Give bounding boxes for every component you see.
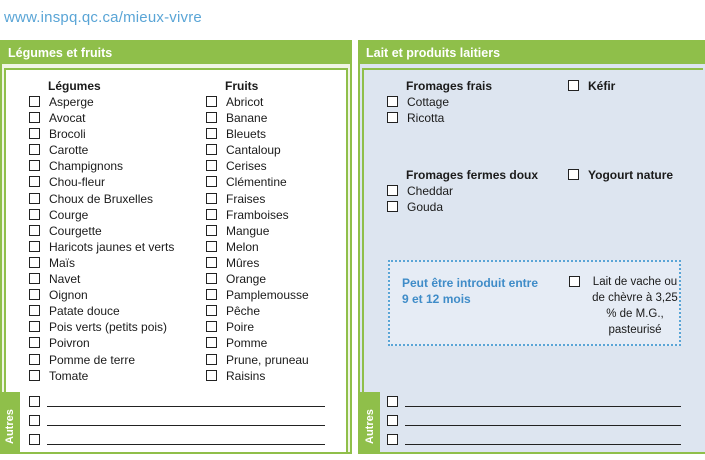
checkbox[interactable] xyxy=(29,396,40,407)
item-label: Navet xyxy=(49,272,81,287)
fresh-cheese-heading: Fromages frais xyxy=(406,79,493,93)
checkbox[interactable] xyxy=(206,354,217,365)
checklist-item[interactable] xyxy=(29,255,174,271)
checklist-item[interactable] xyxy=(29,110,174,126)
checklist-item[interactable] xyxy=(206,110,309,126)
blank-line-row[interactable] xyxy=(387,395,683,409)
milk-item-label: Lait de vache ou de chèvre à 3,25 % de M.G., pasteurisé xyxy=(592,276,678,336)
vegetables-column xyxy=(29,78,174,384)
blank-line-row[interactable] xyxy=(29,395,325,409)
checkbox[interactable] xyxy=(29,289,40,300)
checklist-item[interactable] xyxy=(29,271,174,287)
checkbox[interactable] xyxy=(29,128,40,139)
item-label: Maïs xyxy=(49,255,76,270)
item-label: Banane xyxy=(226,111,268,126)
checklist-item[interactable] xyxy=(387,94,492,110)
checklist-item[interactable] xyxy=(29,303,174,319)
item-label: Courgette xyxy=(49,223,102,238)
item-label: Cantaloup xyxy=(226,143,281,158)
checkbox[interactable] xyxy=(387,96,398,107)
checklist-item[interactable] xyxy=(29,335,174,351)
checkbox[interactable] xyxy=(206,176,217,187)
checkbox[interactable] xyxy=(29,160,40,171)
item-label: Patate douce xyxy=(49,304,120,319)
autres-label: Autres xyxy=(364,409,376,444)
item-label: Bleuets xyxy=(226,127,267,142)
checklist-item[interactable] xyxy=(206,94,309,110)
item-label: Poivron xyxy=(49,336,90,351)
checkbox[interactable] xyxy=(206,193,217,204)
checkbox[interactable] xyxy=(387,434,398,445)
checklist-item[interactable] xyxy=(206,223,309,239)
panel-title: Lait et produits laitiers xyxy=(360,42,705,64)
age-note-text: Peut être introduit entre 9 et 12 mois xyxy=(402,276,539,306)
kefir-item[interactable] xyxy=(568,78,615,94)
vegetables-heading: Légumes xyxy=(48,79,101,93)
checkbox[interactable] xyxy=(29,370,40,381)
checkbox[interactable] xyxy=(29,337,40,348)
blank-line-row[interactable] xyxy=(387,414,683,428)
checkbox[interactable] xyxy=(206,112,217,123)
checkbox[interactable] xyxy=(206,160,217,171)
checklist-item[interactable] xyxy=(29,191,174,207)
checkbox[interactable] xyxy=(387,112,398,123)
blank-line-row[interactable] xyxy=(29,414,325,428)
item-label: Framboises xyxy=(226,207,289,222)
checkbox[interactable] xyxy=(206,289,217,300)
item-label: Brocoli xyxy=(49,127,86,142)
checkbox[interactable] xyxy=(206,257,217,268)
checklist-item[interactable] xyxy=(206,335,309,351)
autres-tab xyxy=(0,392,20,454)
checkbox[interactable] xyxy=(387,201,398,212)
checklist-item[interactable] xyxy=(206,352,309,368)
item-label: Raisins xyxy=(226,368,266,383)
item-label: Melon xyxy=(226,239,259,254)
item-label: Abricot xyxy=(226,95,264,109)
fresh-cheese-group xyxy=(387,78,492,126)
checkbox[interactable] xyxy=(29,257,40,268)
item-label: Oignon xyxy=(49,288,88,303)
checkbox[interactable] xyxy=(568,80,579,91)
checklist-item[interactable] xyxy=(29,352,174,368)
item-label: Kéfir xyxy=(588,79,616,93)
checkbox[interactable] xyxy=(387,396,398,407)
checklist-item[interactable] xyxy=(206,191,309,207)
autres-tab xyxy=(360,392,380,454)
blank-line-row[interactable] xyxy=(387,433,683,447)
yogurt-item[interactable] xyxy=(568,167,673,183)
checklist-item[interactable] xyxy=(29,158,174,174)
item-label: Pomme xyxy=(226,336,268,351)
item-label: Cheddar xyxy=(407,184,454,198)
item-label: Courge xyxy=(49,207,89,222)
item-label: Cerises xyxy=(226,159,267,174)
checklist-item[interactable] xyxy=(29,239,174,255)
checkbox[interactable] xyxy=(206,273,217,284)
item-label: Cottage xyxy=(407,95,450,109)
item-label: Pamplemousse xyxy=(226,288,309,303)
checkbox[interactable] xyxy=(387,185,398,196)
checklist-item[interactable] xyxy=(29,368,174,384)
item-label: Ricotta xyxy=(407,111,445,126)
item-label: Mangue xyxy=(226,223,270,238)
checklist-item[interactable] xyxy=(206,368,309,384)
checkbox[interactable] xyxy=(206,321,217,332)
checkbox[interactable] xyxy=(29,112,40,123)
checklist-item[interactable] xyxy=(206,207,309,223)
checkbox[interactable] xyxy=(206,225,217,236)
checkbox[interactable] xyxy=(29,273,40,284)
fruits-heading: Fruits xyxy=(225,79,259,93)
checkbox[interactable] xyxy=(568,169,579,180)
checklist-item[interactable] xyxy=(206,174,309,190)
checklist-item[interactable] xyxy=(206,271,309,287)
checkbox[interactable] xyxy=(206,128,217,139)
checkbox[interactable] xyxy=(206,337,217,348)
item-label: Orange xyxy=(226,272,267,287)
checklist-item[interactable] xyxy=(29,126,174,142)
checkbox[interactable] xyxy=(29,415,40,426)
item-label: Champignons xyxy=(49,159,124,174)
checklist-item[interactable] xyxy=(29,174,174,190)
fruits-column xyxy=(206,78,309,384)
firm-cheese-heading: Fromages fermes doux xyxy=(406,168,539,182)
checkbox[interactable] xyxy=(29,193,40,204)
item-label: Tomate xyxy=(49,368,89,383)
checklist-item[interactable] xyxy=(29,207,174,223)
checklist-item[interactable] xyxy=(206,255,309,271)
item-label: Poire xyxy=(226,320,255,335)
checkbox[interactable] xyxy=(29,434,40,445)
item-label: Clémentine xyxy=(226,175,287,190)
checkbox[interactable] xyxy=(206,96,217,107)
checkbox[interactable] xyxy=(206,370,217,381)
item-label: Chou-fleur xyxy=(49,175,106,190)
checklist-item[interactable] xyxy=(206,319,309,335)
checklist-item[interactable] xyxy=(206,239,309,255)
checkbox[interactable] xyxy=(29,209,40,220)
checkbox[interactable] xyxy=(206,241,217,252)
checklist-item[interactable] xyxy=(206,303,309,319)
checkbox[interactable] xyxy=(29,354,40,365)
item-label: Haricots jaunes et verts xyxy=(49,239,175,254)
checkbox[interactable] xyxy=(29,305,40,316)
item-label: Pêche xyxy=(226,304,261,319)
checklist-item[interactable] xyxy=(387,183,538,199)
checkbox[interactable] xyxy=(29,144,40,155)
checklist-item[interactable] xyxy=(29,319,174,335)
item-label: Mûres xyxy=(226,255,260,270)
checklist-item[interactable] xyxy=(206,287,309,303)
checklist-item[interactable] xyxy=(206,126,309,142)
item-label: Gouda xyxy=(407,200,444,215)
checklist-item[interactable] xyxy=(206,142,309,158)
checkbox[interactable] xyxy=(206,144,217,155)
item-label: Avocat xyxy=(49,111,86,126)
checklist-item[interactable] xyxy=(29,142,174,158)
item-label: Fraises xyxy=(226,191,266,206)
checklist-item[interactable] xyxy=(387,110,492,126)
checkbox[interactable] xyxy=(387,415,398,426)
checklist-item[interactable] xyxy=(29,287,174,303)
firm-cheese-group xyxy=(387,167,538,215)
blank-line-row[interactable] xyxy=(29,433,325,447)
checkbox[interactable] xyxy=(29,225,40,236)
item-label: Prune, pruneau xyxy=(226,352,309,367)
item-label: Pois verts (petits pois) xyxy=(49,320,168,335)
item-label: Asperge xyxy=(49,95,94,109)
checkbox[interactable] xyxy=(206,305,217,316)
autres-label: Autres xyxy=(4,409,16,444)
panel-title: Légumes et fruits xyxy=(2,42,350,64)
checklist-item[interactable] xyxy=(29,223,174,239)
item-label: Choux de Bruxelles xyxy=(49,191,154,206)
checklist-item[interactable] xyxy=(206,158,309,174)
checkbox[interactable] xyxy=(29,321,40,332)
checklist-item[interactable] xyxy=(29,94,174,110)
item-label: Pomme de terre xyxy=(49,352,136,367)
checkbox[interactable] xyxy=(569,276,580,287)
item-label: Yogourt nature xyxy=(588,168,674,182)
site-url[interactable]: www.inspq.qc.ca/mieux-vivre xyxy=(4,9,202,26)
item-label: Carotte xyxy=(49,143,89,158)
checkbox[interactable] xyxy=(206,209,217,220)
age-note-box xyxy=(388,260,681,346)
checkbox[interactable] xyxy=(29,176,40,187)
checkbox[interactable] xyxy=(29,96,40,107)
checklist-item[interactable] xyxy=(387,199,538,215)
checkbox[interactable] xyxy=(29,241,40,252)
